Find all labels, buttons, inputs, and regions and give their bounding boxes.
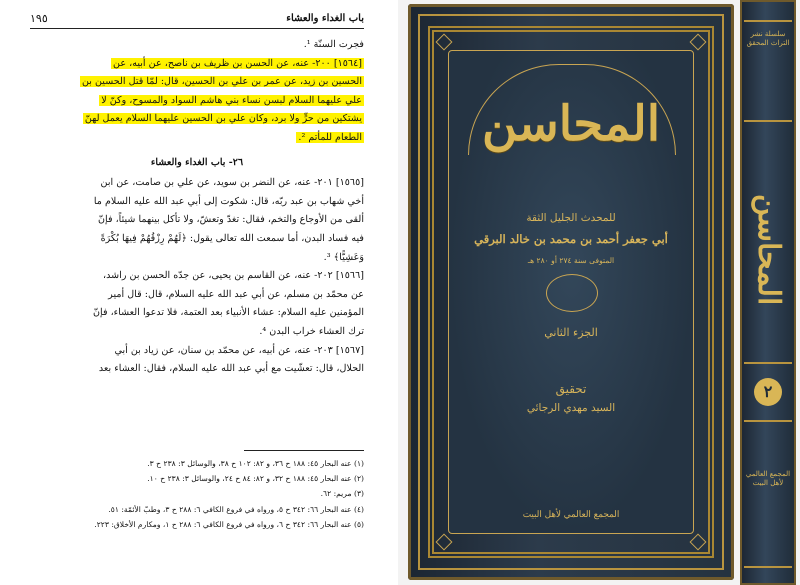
- text-line: [١٥٦٥] ٢٠١- عنه، عن النضر بن سويد، عن علي بن صامت، عن ابن: [100, 177, 364, 189]
- cover-publisher: المجمع العالمي لأهل البيت: [522, 510, 620, 520]
- spine-volume-badge: ٢: [754, 378, 782, 406]
- highlighted-paragraph: [30, 55, 364, 148]
- book-page: [0, 0, 398, 585]
- spine-band: [744, 20, 792, 22]
- section-heading: ٢٦- باب الغداء والعشاء: [150, 156, 244, 168]
- text-line: فيه فساد البدن، أما سمعت الله تعالى يقول: ﴿لَهُمْ رِزْقُهُمْ فِيهَا بُكْرَةً: [100, 232, 364, 244]
- spine-band: [744, 420, 792, 422]
- highlighted-line: الحسين بن زيد، عن عمر بن علي بن الحسين، قال: لمّا قتل الحسين بن: [81, 76, 362, 88]
- paragraph-1565: [30, 174, 364, 267]
- cover-editor-intro: تحقيق: [555, 382, 587, 396]
- text-line: عن محمّد بن مسلم، عن أبي عبد الله عليه السلام، قال: قال أمير: [108, 288, 364, 300]
- cover-author-dates: المتوفى سنة ٢٧٤ أو ٢٨٠ هـ: [527, 256, 615, 265]
- header-rule: [30, 28, 364, 29]
- text-line: [١٥٦٦] ٢٠٢- عنه، عن القاسم بن يحيى، عن جدّه الحسن بن راشد،: [103, 270, 364, 282]
- highlighted-line: يشتكين من حرٍّ ولا برد، وكان علي بن الحسين عليهما السلام يعمل لهنّ: [84, 113, 362, 125]
- text-line: [١٥٦٧] ٢٠٣- عنه، عن أبيه، عن محمّد بن سنان، عن زياد بن أبي: [114, 344, 364, 356]
- highlighted-line: علي عليهما السلام لبسن نساء بني هاشم السواد والمسوح، وكنّ لا: [101, 94, 362, 106]
- book-cover: [408, 4, 734, 580]
- spine-series: سلسلة نشر التراث المحقق: [746, 30, 790, 47]
- footnote: (٤) عنه البحار ٦٦: ٣٤٢ ح ٥، ورواه في فروع الكافي ٦: ٢٨٨ ح ٣، وطبّ الأئمّة: ٥١.: [108, 504, 364, 514]
- text-line: أخي شهاب بن عبد ربّه، قال: شكوت إلى أبي عبد الله عليه السلام ما: [93, 195, 364, 207]
- text-line: المؤمنين عليه السلام: عشاء الأنبياء بعد العتمة، فلا تدعوا العشاء، فإنّ: [92, 307, 364, 319]
- footnote: (٣) مريم: ٦٢.: [320, 489, 364, 499]
- spine-band: [744, 362, 792, 364]
- footnote: (٥) عنه البحار ٦٦: ٣٤٢ ح ٦، ورواه في فروع الكافي ٦: ٢٨٨ ح ١، ومكارم الأخلاق: ٢٢٣.: [94, 519, 364, 529]
- spine-publisher: المجمع العالمي لأهل البيت: [745, 470, 791, 487]
- page-body: [30, 36, 364, 379]
- cover-author-intro: للمحدث الجليل الثقة: [526, 212, 616, 224]
- cover-title: المحاسن: [481, 96, 661, 152]
- page-number: ١٩٥: [30, 11, 48, 25]
- book-spine: [740, 0, 796, 585]
- text-line: ترك العشاء خراب البدن ⁴.: [259, 325, 364, 337]
- footnotes: [30, 456, 364, 532]
- spine-band: [744, 120, 792, 122]
- text-line: وَعَشِيًّا﴾ ³.: [323, 251, 364, 263]
- highlighted-line: [١٥٦٤] ٢٠٠- عنه، عن الحسن بن ظريف بن ناصح، عن أبيه، عن: [113, 57, 362, 69]
- text-line: ألقى من الأوجاع والتخم، فقال: تغدّ وتعشّ، ولا تأكل بينهما شيئاً، فإنّ: [97, 214, 364, 226]
- text-line: فجرت السنّة ¹.: [303, 39, 364, 50]
- text-line: الحلال، قال: تعشّيت مع أبي عبد الله عليه السلام، فقال: العشاء بعد: [98, 363, 364, 375]
- cover-author-name: أبي جعفر أحمد بن محمد بن خالد البرقي: [474, 232, 668, 246]
- spine-band: [744, 566, 792, 568]
- paragraph-1566: [30, 267, 364, 341]
- running-title: باب الغداء والعشاء: [286, 12, 364, 24]
- footnote-rule: [244, 450, 364, 451]
- footnote: (٢) عنه البحار ٤٥: ١٨٨ ح ٣٢، و ٨٢: ٨٤ ح ٢٤، والوسائل ٣: ٢٣٨ ح ١٠.: [147, 474, 364, 484]
- highlighted-line: الطعام للمأتم ².: [298, 131, 362, 143]
- spine-title: المحاسن: [751, 194, 786, 306]
- cover-volume-label: الجزء الثاني: [544, 326, 598, 339]
- book-photo: [398, 0, 800, 585]
- paragraph-1567: [30, 342, 364, 379]
- cover-editor-name: السيد مهدي الرجائي: [526, 402, 616, 414]
- footnote: (١) عنه البحار ٤٥: ١٨٨ ح ٣٦، و ٨٢: ١٠٢ ح ٣٨، والوسائل ٣: ٢٣٨ ح ٣.: [147, 459, 364, 468]
- running-head: [30, 10, 364, 26]
- cover-medallion-icon: [546, 274, 598, 312]
